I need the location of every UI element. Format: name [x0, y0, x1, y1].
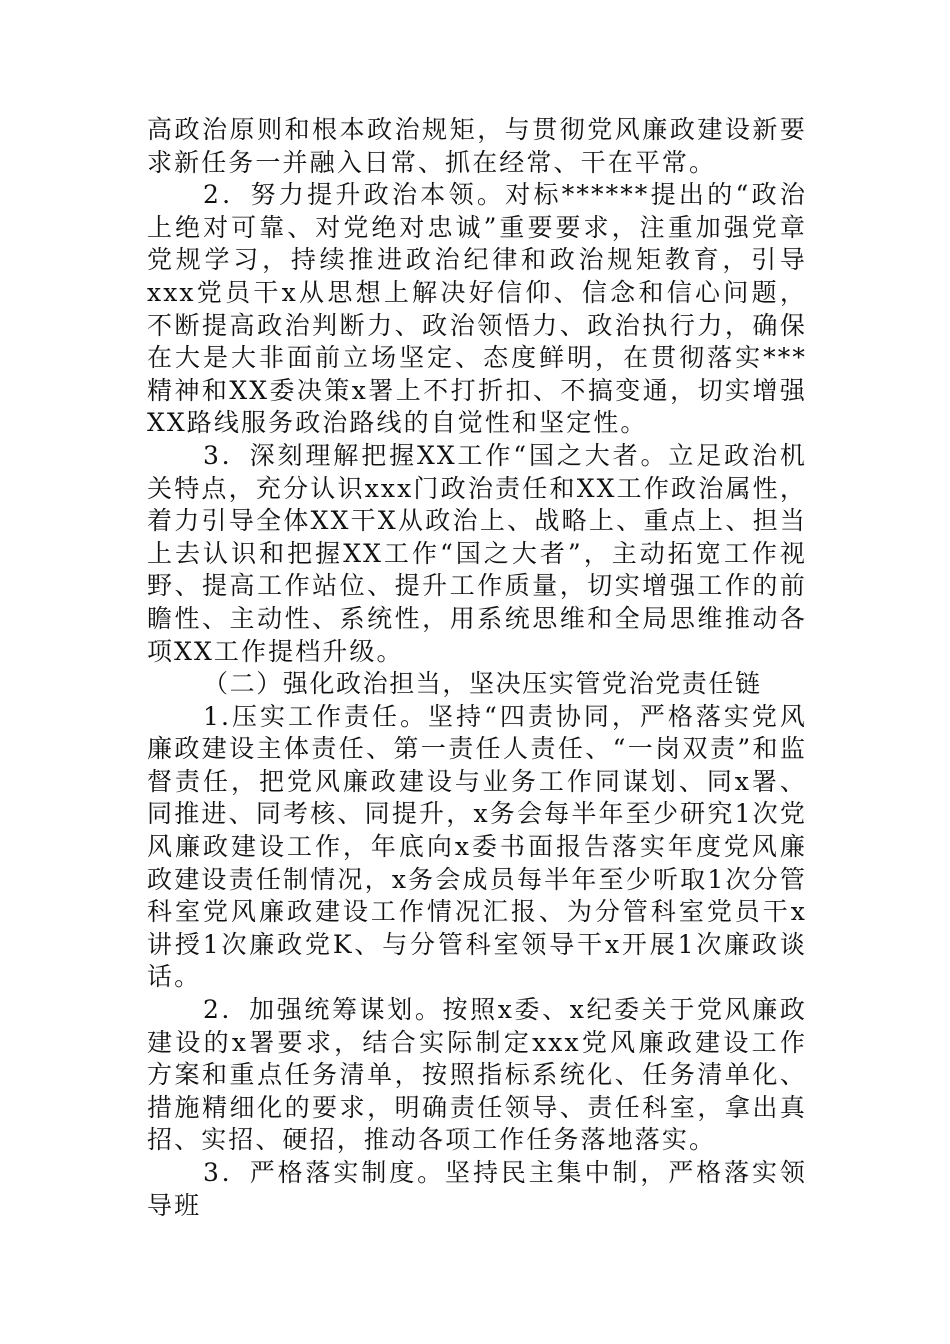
paragraph-political-ability: 2．努力提升政治本领。对标******提出的“政治上绝对可靠、对党绝对忠诚”重要要求，注重加强党章党规学习，持续推进政治纪律和政治规矩教育，引导xxx党员干x从思想上解决好信仰、信念和信心问题，不断提高政治判断力、政治领悟力、政治执行力，确保在大是大非面前立场坚定、态度鲜明，在贯彻落实***精神和XX委决策x署上不打折扣、不搞变通，切实增强XX路线服务政治路线的自觉性和坚定性。 — [147, 180, 807, 438]
section-heading-political-responsibility: （二）强化政治担当，坚决压实管党治党责任链 — [203, 669, 762, 699]
paragraph-overall-planning: 2．加强统筹谋划。按照x委、x纪委关于党风廉政建设的x署要求，结合实际制定xxx党风廉政建设工作方案和重点任务清单，按照指标系统化、任务清单化、措施精细化的要求，明确责任领导、责任科室，拿出真招、实招、硬招，推动各项工作任务落地落实。 — [147, 995, 807, 1155]
document-page — [147, 114, 807, 1222]
paragraph-implement-system: 3．严格落实制度。坚持民主集中制，严格落实领导班 — [147, 1158, 807, 1220]
paragraph-great-national-matters: 3．深刻理解把握XX工作“国之大者。立足政治机关特点，充分认识xxx门政治责任和XX工作政治属性，着力引导全体XX干X从政治上、战略上、重点上、担当上去认识和把握XX工作“国之大者”，主动拓宽工作视野、提高工作站位、提升工作质量，切实增强工作的前瞻性、主动性、系统性，用系统思维和全局思维推动各项XX工作提档升级。 — [147, 440, 807, 666]
paragraph-work-responsibility: 1.压实工作责任。坚持“四责协同，严格落实党风廉政建设主体责任、第一责任人责任、“一岗双责”和监督责任，把党风廉政建设与业务工作同谋划、同x署、同推进、同考核、同提升，x务会每半年至少研究1次党风廉政建设工作，年底向x委书面报告落实年度党风廉政建设责任制情况，x务会成员每半年至少听取1次分管科室党风廉政建设工作情况汇报、为分管科室党员干x讲授1次廉政党K、与分管科室领导干x开展1次廉政谈话。 — [147, 701, 807, 992]
paragraph-continuation: 高政治原则和根本政治规矩，与贯彻党风廉政建设新要求新任务一并融入日常、抓在经常、干在平常。 — [147, 115, 807, 177]
